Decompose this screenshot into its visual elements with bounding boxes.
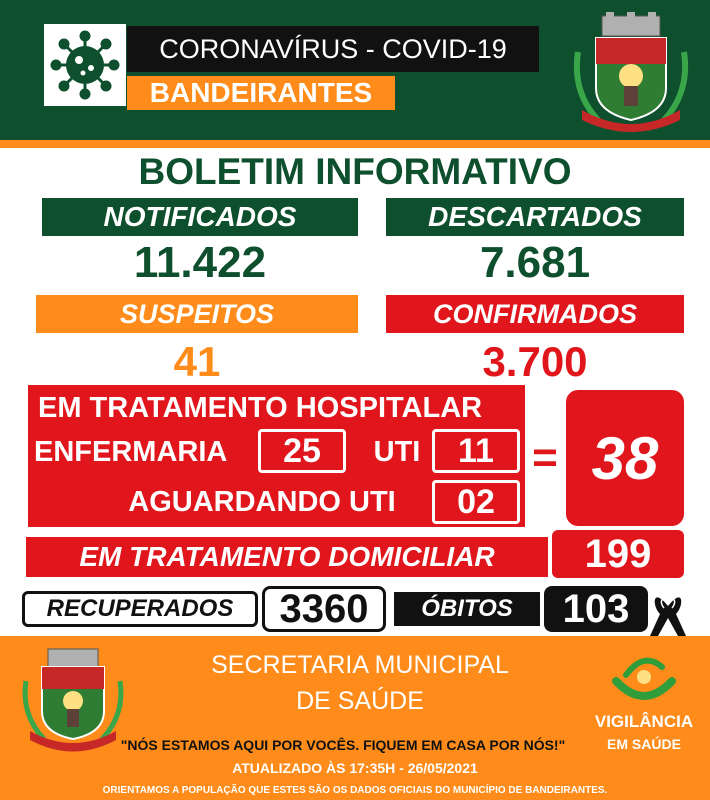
- mourning-ribbon-icon: [648, 584, 688, 638]
- confirmados-label: CONFIRMADOS: [386, 295, 684, 333]
- uti-label: UTI: [373, 435, 421, 468]
- obitos-label: ÓBITOS: [394, 592, 540, 626]
- vigilancia-logo-icon: [598, 646, 690, 708]
- notificados-value: 11.422: [133, 238, 267, 287]
- descartados-label: DESCARTADOS: [386, 198, 684, 236]
- equals-sign: =: [532, 433, 558, 482]
- slogan: "NÓS ESTAMOS AQUI POR VOCÊS. FIQUEM EM CASA POR NÓS!": [120, 737, 566, 753]
- confirmados-value: 3.700: [482, 338, 588, 385]
- bulletin-title: BOLETIM INFORMATIVO: [138, 151, 572, 192]
- notificados-label: NOTIFICADOS: [42, 198, 358, 236]
- uti-value: 11: [432, 429, 520, 473]
- domiciliar-label: EM TRATAMENTO DOMICILIAR: [26, 537, 548, 577]
- department-name-line1: SECRETARIA MUNICIPAL: [211, 650, 509, 679]
- hospital-total: 38: [566, 390, 684, 526]
- hospital-title: EM TRATAMENTO HOSPITALAR: [38, 391, 483, 424]
- suspeitos-label: SUSPEITOS: [36, 295, 358, 333]
- aguardando-uti-value: 02: [432, 480, 520, 524]
- department-name-line2: DE SAÚDE: [296, 686, 424, 715]
- city-crest-icon: [568, 12, 694, 136]
- obitos-value: 103: [544, 586, 648, 632]
- enfermaria-value: 25: [258, 429, 346, 473]
- virus-icon: [44, 24, 126, 106]
- descartados-value: 7.681: [479, 238, 591, 287]
- recuperados-label: RECUPERADOS: [22, 591, 258, 627]
- aguardando-uti-label: AGUARDANDO UTI: [128, 485, 396, 518]
- vigilancia-title: VIGILÂNCIA: [594, 712, 694, 731]
- updated-timestamp: ATUALIZADO ÀS 17:35H - 26/05/2021: [232, 760, 478, 776]
- domiciliar-value: 199: [552, 530, 684, 578]
- disclaimer: ORIENTAMOS A POPULAÇÃO QUE ESTES SÃO OS DADOS OFICIAIS DO MUNICÍPIO DE BANDEIRANTES.: [102, 784, 608, 796]
- enfermaria-label: ENFERMARIA: [34, 435, 228, 468]
- recuperados-value: 3360: [262, 586, 386, 632]
- header-city: BANDEIRANTES: [127, 76, 395, 110]
- header-stripe: [0, 140, 710, 148]
- suspeitos-value: 41: [173, 338, 221, 385]
- vigilancia-subtitle: EM SAÚDE: [607, 736, 681, 752]
- header-title: CORONAVÍRUS - COVID-19: [127, 26, 539, 72]
